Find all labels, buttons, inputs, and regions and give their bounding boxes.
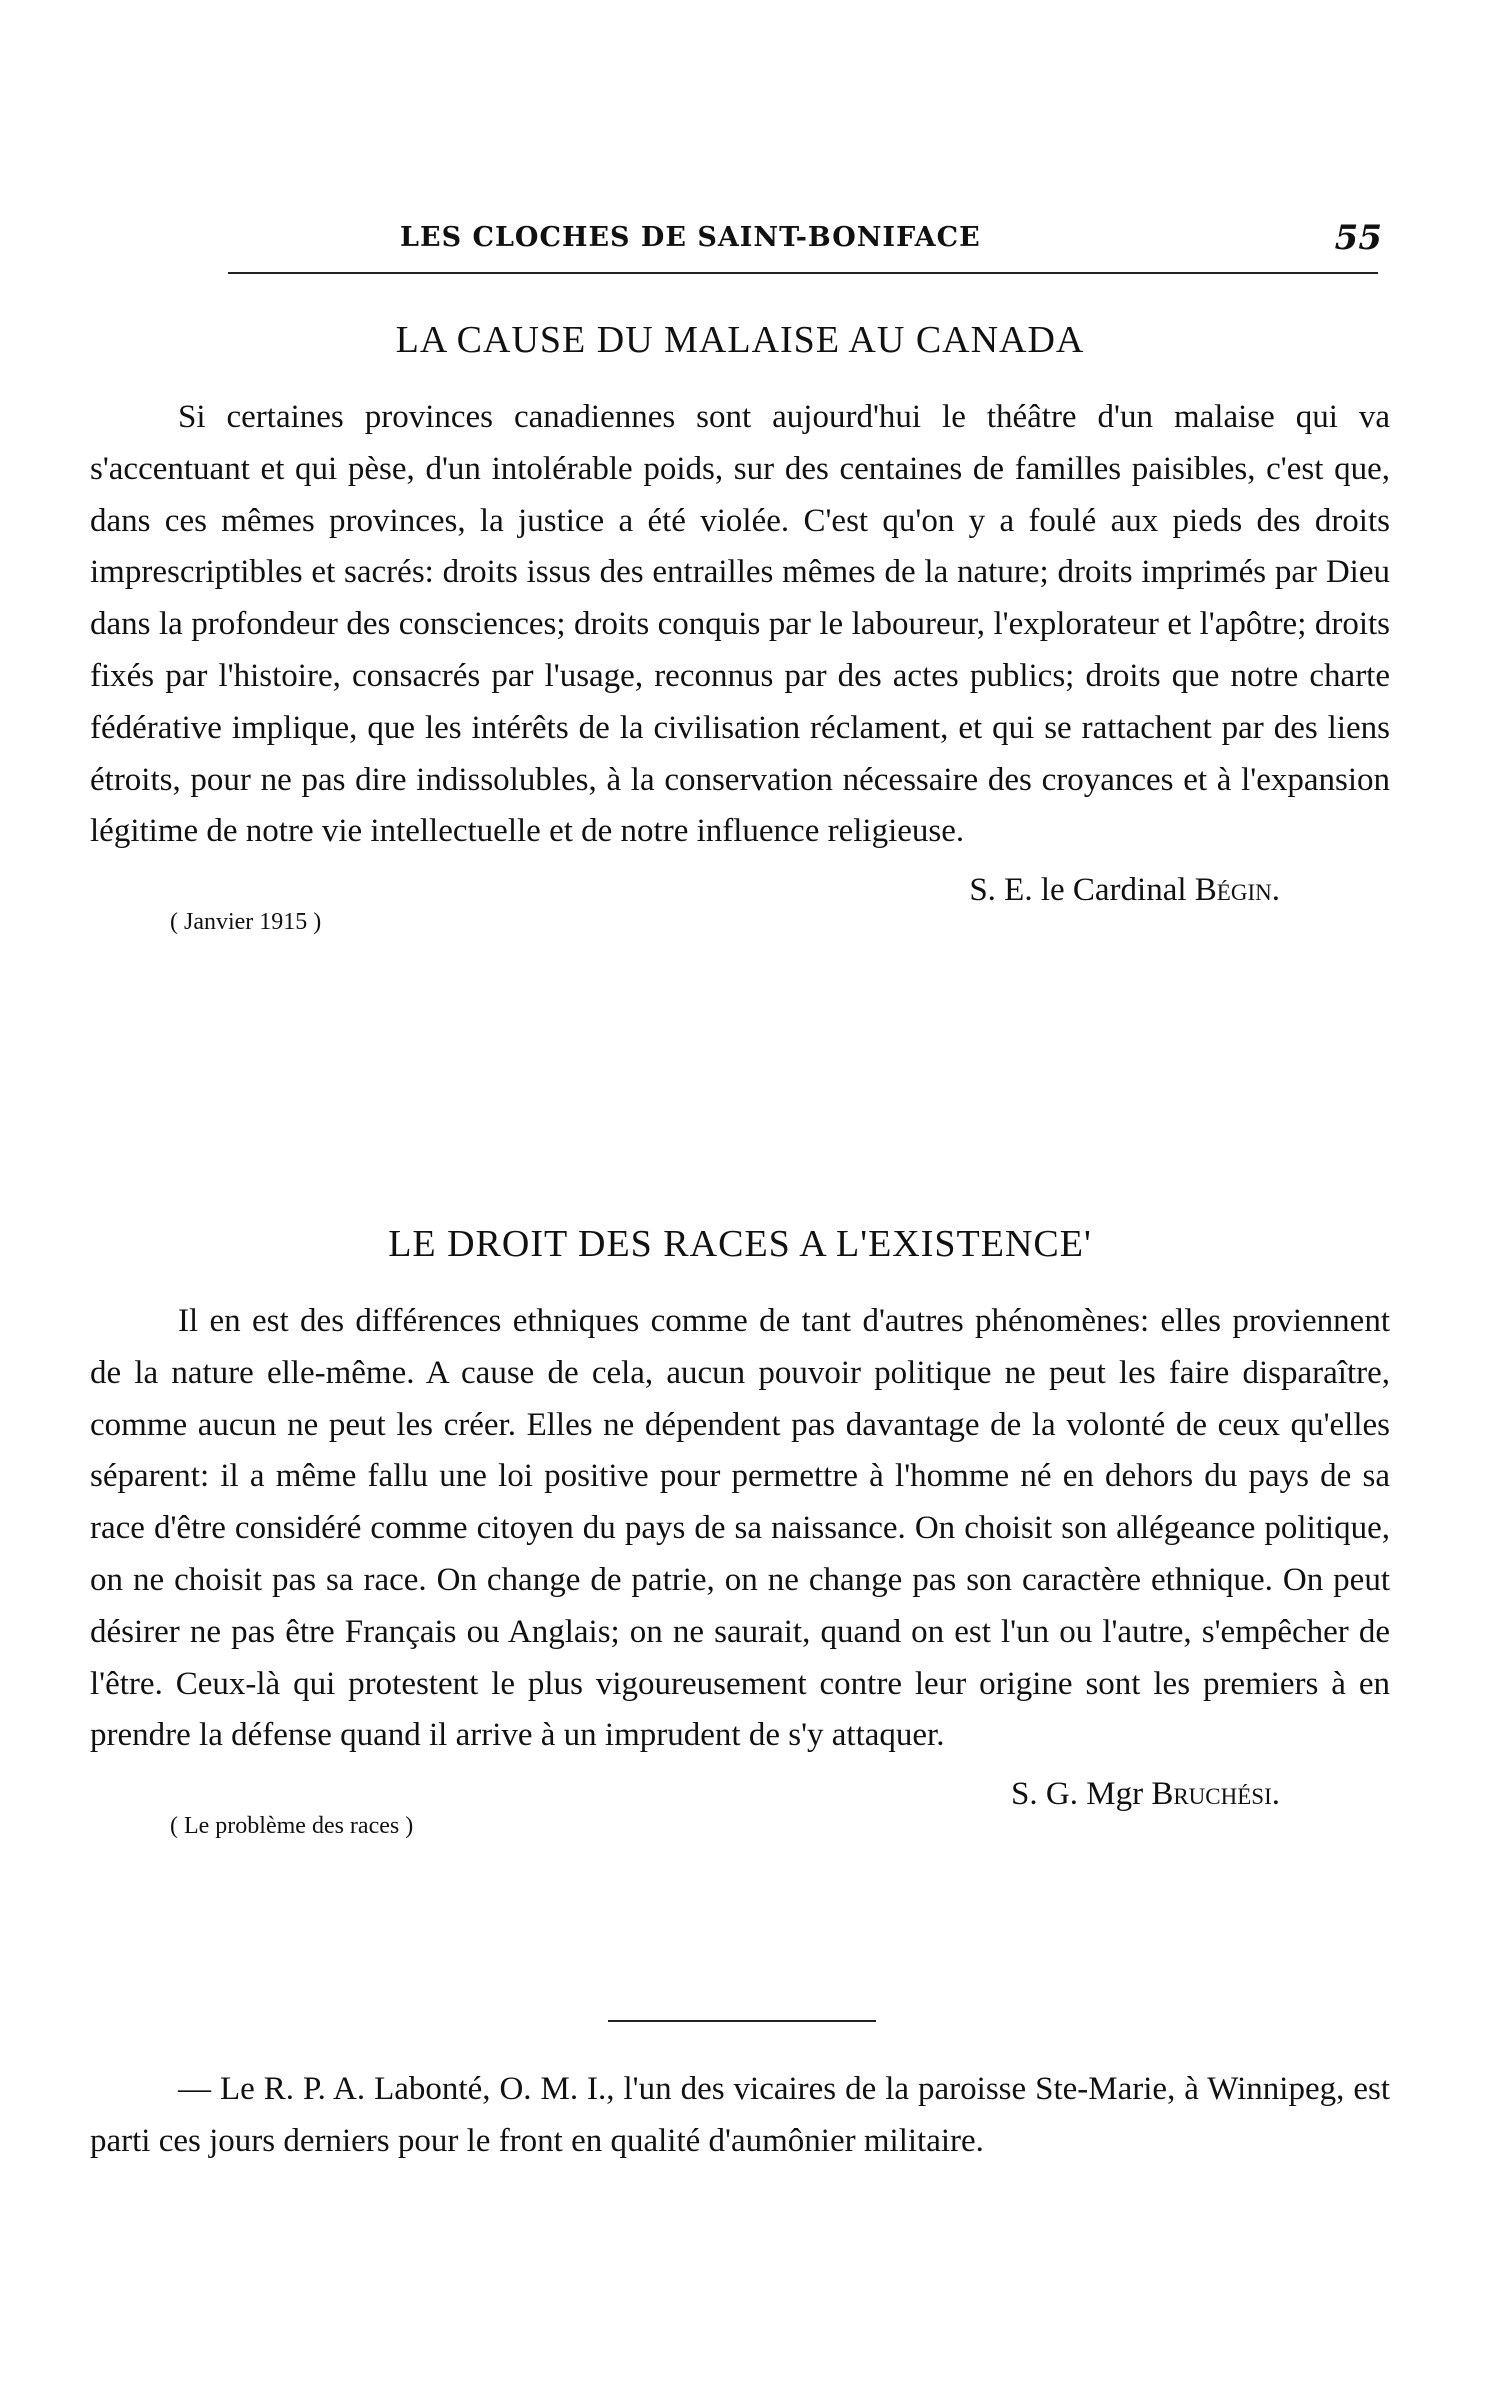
section-divider — [608, 2020, 876, 2022]
signature-prefix: S. E. le Cardinal — [969, 872, 1187, 909]
running-head: LES CLOCHES DE SAINT-BONIFACE — [400, 222, 981, 253]
article-signature — [90, 1776, 1280, 1813]
article-cause-malaise — [90, 318, 1390, 936]
article-signature — [90, 872, 1280, 909]
article-title: LE DROIT DES RACES A L'EXISTENCE' — [388, 1223, 1092, 1265]
signature-name: Bruchési. — [1151, 1776, 1280, 1813]
news-notice — [90, 2064, 1390, 2168]
notice-text: — Le R. P. A. Labonté, O. M. I., l'un des vicaires de la paroisse Ste-Marie, à Winnipeg, est parti ces jours derniers pour le front en qualité d'aumônier militaire. — [90, 2071, 1390, 2159]
header-rule — [228, 272, 1378, 274]
article-source: ( Janvier 1915 ) — [170, 909, 322, 936]
signature-name: Bégin. — [1194, 872, 1280, 909]
page-header — [400, 218, 1382, 262]
article-body: Si certaines provinces canadiennes sont aujourd'hui le théâtre d'un malaise qui va s'accentuant et qui pèse, d'un intolérable poids, sur des centaines de familles paisibles, c'est que, dans ces mêmes provinces, la justice a été violée. C'est qu'on y a foulé aux pieds des droits imprescriptibles et sacrés: droits issus des entrailles mêmes de la nature; droits imprimés par Dieu dans la profondeur des consciences; droits conquis par le laboureur, l'explorateur et l'apôtre; droits fixés par l'histoire, consacrés par l'usage, reconnus par des actes publics; droits que notre charte fédérative implique, que les intérêts de la civilisation réclament, et qui se rattachent par des liens étroits, pour ne pas dire indissolubles, à la conservation nécessaire des croyances et à l'expansion légitime de notre vie intellectuelle et de notre influence religieuse. — [90, 399, 1390, 850]
article-droit-des-races — [90, 1222, 1390, 1840]
article-title: LA CAUSE DU MALAISE AU CANADA — [395, 319, 1085, 361]
signature-prefix: S. G. Mgr — [1011, 1776, 1144, 1813]
article-body: Il en est des différences ethniques comme de tant d'autres phénomènes: elles proviennent de la nature elle-même. A cause de cela, aucun pouvoir politique ne peut les faire disparaître, comme aucun ne peut les créer. Elles ne dépendent pas davantage de la volonté de ceux qu'elles séparent: il a même fallu une loi positive pour permettre à l'homme né en dehors du pays de sa race d'être considéré comme citoyen du pays de sa naissance. On choisit son allégeance politique, on ne choisit pas sa race. On change de patrie, on ne change pas son caractère ethnique. On peut désirer ne pas être Français ou Anglais; on ne saurait, quand on est l'un ou l'autre, s'empêcher de l'être. Ceux-là qui protestent le plus vigoureusement contre leur origine sont les premiers à en prendre la défense quand il arrive à un imprudent de s'y attaquer. — [90, 1303, 1390, 1754]
page-number: 55 — [1334, 218, 1382, 258]
article-source: ( Le problème des races ) — [170, 1813, 414, 1840]
